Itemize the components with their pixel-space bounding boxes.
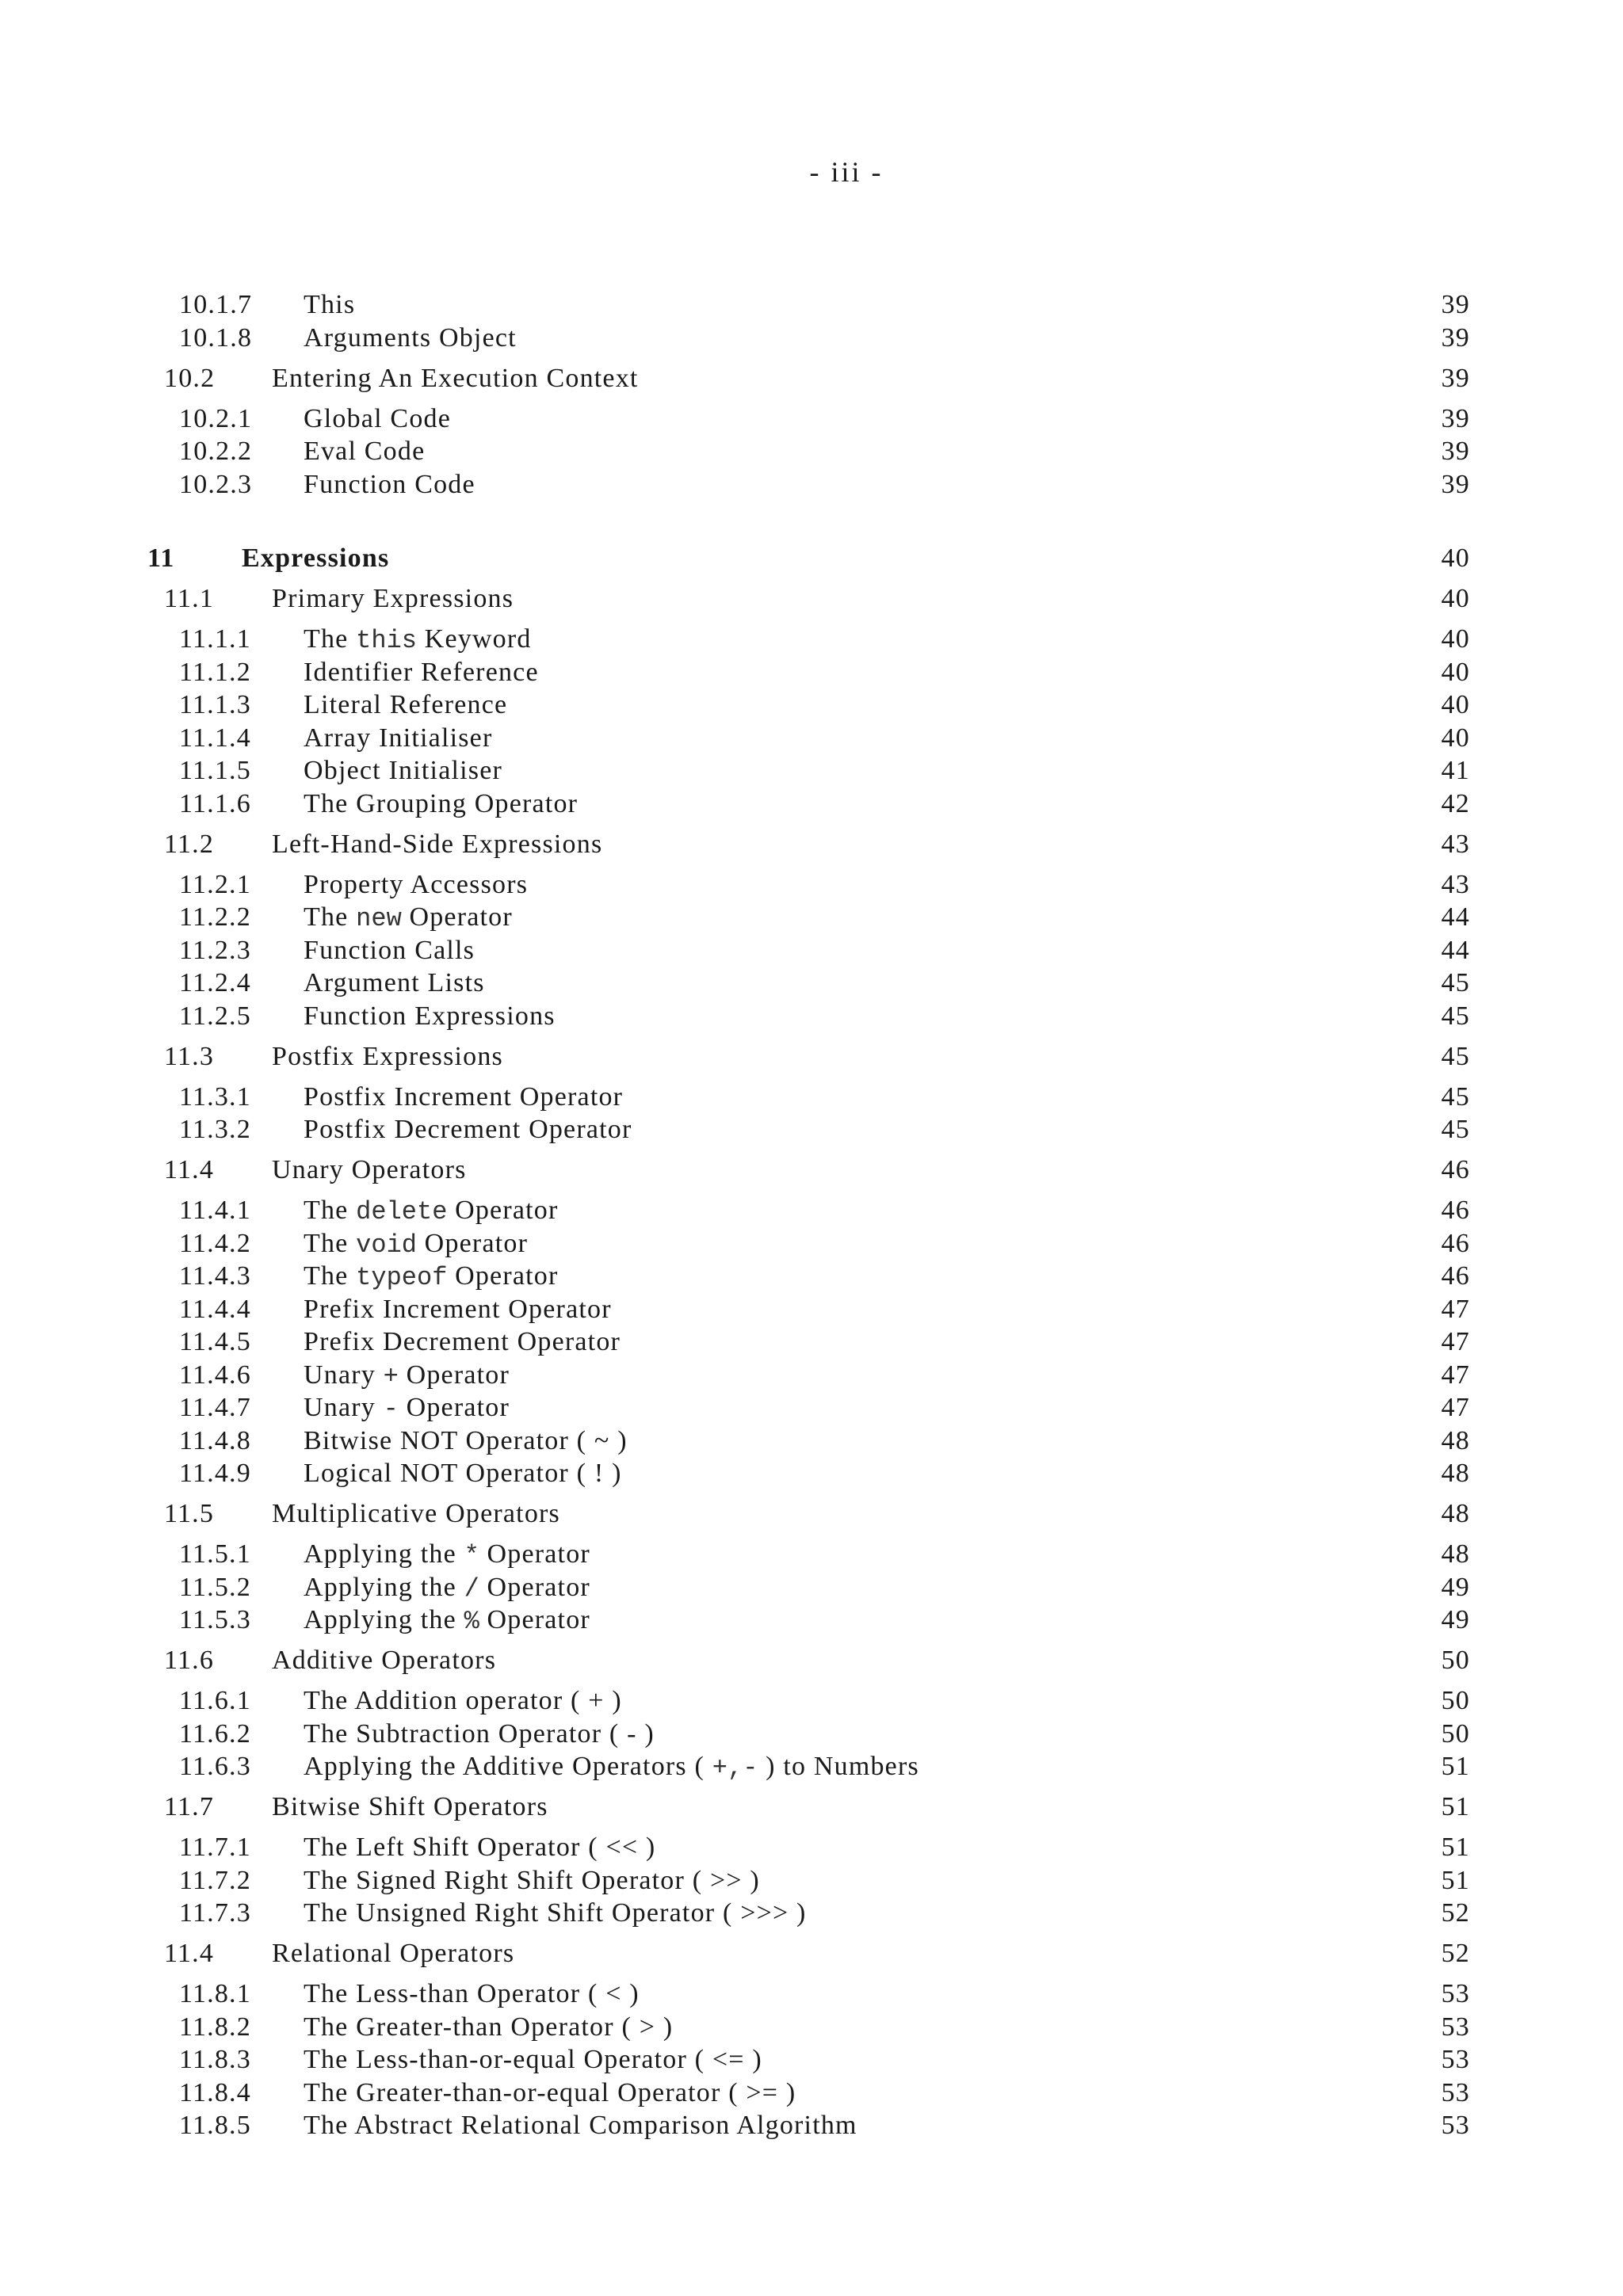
toc-entry-page: 53 xyxy=(1441,2012,1470,2042)
toc-entry-page: 46 xyxy=(1441,1229,1470,1258)
toc-entry-title xyxy=(304,322,517,355)
toc-entry[interactable] xyxy=(0,1684,1623,1718)
toc-entry-title xyxy=(272,828,602,861)
toc-entry-title-code: - xyxy=(383,1394,399,1424)
toc-entry-title-text: Operator xyxy=(479,1605,590,1634)
toc-entry-title-text: The xyxy=(304,624,357,654)
toc-entry-title xyxy=(272,1937,514,1970)
toc-entry[interactable] xyxy=(0,582,1623,616)
toc-entry-page: 45 xyxy=(1441,1001,1470,1031)
toc-entry[interactable] xyxy=(0,1864,1623,1897)
toc-entry-number: 11.4.7 xyxy=(179,1393,251,1422)
toc-entry-title xyxy=(304,934,475,967)
toc-entry-page: 43 xyxy=(1441,870,1470,899)
page-number: - iii - xyxy=(809,156,884,188)
toc-entry[interactable] xyxy=(0,828,1623,861)
toc-entry-title-text: Postfix Decrement Operator xyxy=(304,1115,632,1144)
toc-entry-page: 44 xyxy=(1441,902,1470,932)
toc-entry-number: 11.6.3 xyxy=(179,1752,251,1781)
toc-entry-title xyxy=(304,1227,528,1262)
toc-entry-title xyxy=(304,1194,559,1229)
toc-entry-number: 11 xyxy=(147,543,175,573)
toc-entry-title-text: Function Expressions xyxy=(304,1001,556,1031)
toc-entry-page: 48 xyxy=(1441,1426,1470,1455)
toc-entry[interactable] xyxy=(0,2109,1623,2142)
toc-entry-title xyxy=(304,1684,622,1718)
toc-entry-number: 11.1 xyxy=(164,584,215,613)
toc-entry-title xyxy=(304,1457,622,1490)
toc-entry[interactable] xyxy=(0,542,1623,575)
toc-entry[interactable] xyxy=(0,623,1623,656)
toc-entry-title xyxy=(272,1791,548,1824)
toc-entry-page: 46 xyxy=(1441,1261,1470,1291)
toc-entry-title-text: Primary Expressions xyxy=(272,584,514,613)
toc-entry-title-text: The Subtraction Operator ( - ) xyxy=(304,1719,655,1749)
toc-entry-title-text: Prefix Increment Operator xyxy=(304,1295,612,1324)
toc-entry-page: 45 xyxy=(1441,1082,1470,1112)
toc-entry-page: 52 xyxy=(1441,1939,1470,1968)
toc-entry-title xyxy=(272,362,639,395)
toc-entry-title xyxy=(304,1391,510,1426)
toc-entry-title xyxy=(304,1978,640,2011)
toc-entry-title xyxy=(304,1113,632,1146)
toc-entry-number: 11.5.2 xyxy=(179,1573,251,1602)
toc-entry-title-text: Unary xyxy=(304,1360,384,1390)
toc-entry-number: 11.4.2 xyxy=(179,1229,251,1258)
toc-entry-number: 11.2.4 xyxy=(179,968,251,997)
toc-entry-number: 11.1.2 xyxy=(179,658,251,687)
toc-entry[interactable] xyxy=(0,1791,1623,1824)
toc-entry-number: 11.4 xyxy=(164,1155,215,1184)
toc-entry-page: 41 xyxy=(1441,756,1470,785)
toc-entry-title-text: Unary Operators xyxy=(272,1155,467,1184)
toc-entry-page: 50 xyxy=(1441,1646,1470,1675)
toc-entry[interactable] xyxy=(0,868,1623,902)
toc-entry-page: 51 xyxy=(1441,1833,1470,1862)
toc-entry-title-code: void xyxy=(356,1230,417,1260)
toc-entry-title xyxy=(304,788,578,821)
toc-entry-page: 43 xyxy=(1441,830,1470,859)
toc-entry-title-text: Entering An Execution Context xyxy=(272,364,639,393)
toc-entry-title-text: The Grouping Operator xyxy=(304,789,579,818)
toc-entry-number: 10.1.7 xyxy=(179,290,253,319)
toc-entry[interactable] xyxy=(0,1457,1623,1490)
toc-entry[interactable] xyxy=(0,1040,1623,1074)
toc-entry-title-text: The xyxy=(304,1196,357,1225)
toc-entry-page: 51 xyxy=(1441,1792,1470,1821)
toc-entry-title-code: +,- xyxy=(712,1753,758,1783)
toc-entry-title xyxy=(304,623,532,658)
toc-entry-title xyxy=(304,2011,673,2044)
toc-entry-title-text: Keyword xyxy=(416,624,532,654)
toc-entry-number: 11.3.2 xyxy=(179,1115,251,1144)
toc-entry[interactable] xyxy=(0,1081,1623,1114)
toc-entry[interactable] xyxy=(0,1644,1623,1677)
toc-entry-title-text: Operator xyxy=(398,1360,510,1390)
toc-entry[interactable] xyxy=(0,1194,1623,1227)
toc-entry-title-text: Multiplicative Operators xyxy=(272,1499,560,1528)
toc-entry-page: 49 xyxy=(1441,1605,1470,1634)
toc-entry-title-text: Operator xyxy=(401,902,513,932)
toc-entry[interactable] xyxy=(0,1000,1623,1033)
toc-entry-title xyxy=(304,1750,919,1785)
toc-entry-number: 11.8.3 xyxy=(179,2045,251,2074)
toc-entry-title-text: Global Code xyxy=(304,404,452,433)
toc-entry-number: 11.1.6 xyxy=(179,789,251,818)
toc-entry-title-text: The Unsigned Right Shift Operator ( >>> ) xyxy=(304,1898,807,1928)
toc-entry-page: 39 xyxy=(1441,323,1470,353)
toc-entry-page: 42 xyxy=(1441,789,1470,818)
toc-entry[interactable] xyxy=(0,362,1623,395)
toc-entry[interactable] xyxy=(0,754,1623,788)
toc-entry[interactable] xyxy=(0,2077,1623,2110)
toc-entry-page: 47 xyxy=(1441,1393,1470,1422)
toc-entry-title-text: Expressions xyxy=(242,543,390,573)
toc-entry-page: 50 xyxy=(1441,1686,1470,1715)
toc-entry-title-text: This xyxy=(304,290,356,319)
toc-entry-number: 11.4.6 xyxy=(179,1360,251,1390)
toc-entry-title xyxy=(304,901,513,936)
toc-entry-page: 39 xyxy=(1441,290,1470,319)
toc-entry-title-text: Bitwise NOT Operator ( ~ ) xyxy=(304,1426,628,1455)
toc-entry-title xyxy=(272,1040,503,1074)
toc-entry-title-text: Operator xyxy=(416,1229,529,1258)
toc-entry-title-text: Operator xyxy=(398,1393,510,1422)
toc-entry-number: 11.8.4 xyxy=(179,2078,251,2107)
toc-entry-title xyxy=(304,1260,559,1295)
toc-entry-title-text: Arguments Object xyxy=(304,323,517,353)
toc-entry-title-text: Eval Code xyxy=(304,437,426,466)
toc-entry-page: 39 xyxy=(1441,437,1470,466)
toc-entry-page: 50 xyxy=(1441,1719,1470,1749)
toc-entry-number: 11.3 xyxy=(164,1042,215,1071)
toc-entry[interactable] xyxy=(0,2011,1623,2044)
toc-entry-number: 11.8.5 xyxy=(179,2111,251,2140)
toc-entry-number: 11.2.5 xyxy=(179,1001,251,1031)
toc-entry-number: 11.4.5 xyxy=(179,1327,251,1356)
toc-entry-title xyxy=(304,1864,760,1897)
toc-entry-title xyxy=(304,435,425,468)
toc-entry-title-text: Postfix Increment Operator xyxy=(304,1082,624,1112)
toc-entry-title-text: Relational Operators xyxy=(272,1939,515,1968)
toc-entry-page: 40 xyxy=(1441,690,1470,719)
toc-entry-number: 11.1.5 xyxy=(179,756,251,785)
toc-entry-page: 47 xyxy=(1441,1295,1470,1324)
toc-entry[interactable] xyxy=(0,1425,1623,1458)
toc-entry-title-code: typeof xyxy=(356,1263,448,1292)
toc-entry-title-text: The xyxy=(304,1261,357,1291)
toc-entry[interactable] xyxy=(0,722,1623,755)
toc-entry-title-text: Property Accessors xyxy=(304,870,529,899)
toc-entry-title-text: Applying the xyxy=(304,1573,464,1602)
toc-entry-title xyxy=(304,1359,510,1394)
toc-entry-title-text: Additive Operators xyxy=(272,1646,497,1675)
toc-entry-title xyxy=(272,1497,560,1531)
toc-entry-number: 10.2 xyxy=(164,364,216,393)
toc-entry[interactable] xyxy=(0,688,1623,722)
toc-entry-title-text: Function Calls xyxy=(304,936,475,965)
toc-entry-page: 46 xyxy=(1441,1155,1470,1184)
toc-entry-title xyxy=(304,1081,623,1114)
toc-entry-title-text: Operator xyxy=(447,1261,559,1291)
toc-entry-number: 11.4 xyxy=(164,1939,215,1968)
toc-entry[interactable] xyxy=(0,1227,1623,1261)
toc-entry-title-text: Postfix Expressions xyxy=(272,1042,503,1071)
toc-entry-number: 11.4.4 xyxy=(179,1295,251,1324)
toc-entry-title xyxy=(272,1154,467,1187)
toc-entry-number: 10.2.2 xyxy=(179,437,253,466)
toc-entry-title-text: Unary xyxy=(304,1393,384,1422)
toc-entry-number: 11.4.1 xyxy=(179,1196,251,1225)
toc-entry-number: 11.5.3 xyxy=(179,1605,251,1634)
toc-entry-title-text: ) to Numbers xyxy=(758,1752,919,1781)
toc-entry-title-code: / xyxy=(464,1574,479,1604)
toc-entry-title xyxy=(304,1325,621,1359)
toc-entry-number: 10.2.3 xyxy=(179,470,253,499)
toc-entry[interactable] xyxy=(0,1113,1623,1146)
toc-entry-page: 48 xyxy=(1441,1539,1470,1569)
toc-entry-title xyxy=(304,2043,762,2077)
toc-entry-title-text: The Greater-than Operator ( > ) xyxy=(304,2012,674,2042)
toc-entry-page: 52 xyxy=(1441,1898,1470,1928)
toc-entry-number: 11.2.3 xyxy=(179,936,251,965)
toc-entry-title-text: Function Code xyxy=(304,470,475,499)
toc-entry-number: 11.2 xyxy=(164,830,215,859)
toc-entry-title-code: * xyxy=(464,1541,479,1570)
toc-entry-title xyxy=(304,1897,807,1930)
toc-entry-page: 39 xyxy=(1441,470,1470,499)
toc-entry-title-text: Argument Lists xyxy=(304,968,485,997)
toc-entry-number: 11.3.1 xyxy=(179,1082,251,1112)
toc-entry-number: 11.2.1 xyxy=(179,870,251,899)
toc-entry[interactable] xyxy=(0,402,1623,436)
toc-entry-page: 53 xyxy=(1441,1979,1470,2008)
toc-entry-title xyxy=(304,1718,655,1751)
toc-entry[interactable] xyxy=(0,901,1623,934)
toc-entry-title-text: Applying the xyxy=(304,1539,464,1569)
toc-entry[interactable] xyxy=(0,1604,1623,1637)
toc-entry-number: 11.1.3 xyxy=(179,690,251,719)
toc-entry-title-text: Prefix Decrement Operator xyxy=(304,1327,621,1356)
toc-entry-title-text: The Less-than Operator ( < ) xyxy=(304,1979,640,2008)
toc-entry-page: 49 xyxy=(1441,1573,1470,1602)
toc-entry-title xyxy=(304,1425,628,1458)
toc-entry-number: 11.1.1 xyxy=(179,624,251,654)
toc-entry[interactable] xyxy=(0,1359,1623,1392)
toc-entry-page: 44 xyxy=(1441,936,1470,965)
toc-entry-page: 39 xyxy=(1441,364,1470,393)
toc-entry[interactable] xyxy=(0,1897,1623,1930)
toc-entry-title-text: The Left Shift Operator ( << ) xyxy=(304,1833,656,1862)
toc-entry-page: 45 xyxy=(1441,1042,1470,1071)
toc-entry-number: 11.7.3 xyxy=(179,1898,251,1928)
toc-entry-title xyxy=(304,722,492,755)
toc-entry[interactable] xyxy=(0,288,1623,322)
toc-entry[interactable] xyxy=(0,468,1623,502)
toc-entry-number: 11.7.1 xyxy=(179,1833,251,1862)
toc-entry-title-text: Literal Reference xyxy=(304,690,508,719)
toc-entry-page: 53 xyxy=(1441,2111,1470,2140)
toc-entry-title-code: % xyxy=(464,1607,479,1636)
toc-entry-page: 51 xyxy=(1441,1866,1470,1895)
toc-entry[interactable] xyxy=(0,1978,1623,2011)
toc-entry-title-text: Object Initialiser xyxy=(304,756,503,785)
toc-entry-number: 11.2.2 xyxy=(179,902,251,932)
toc-entry-page: 48 xyxy=(1441,1499,1470,1528)
toc-entry-number: 11.6 xyxy=(164,1646,215,1675)
toc-entry-number: 10.2.1 xyxy=(179,404,253,433)
toc-entry-title xyxy=(304,402,451,436)
toc-entry-title-text: Array Initialiser xyxy=(304,723,493,753)
toc-entry-title xyxy=(272,582,514,616)
toc-entry-title xyxy=(304,1571,590,1606)
toc-entry-title-code: delete xyxy=(356,1197,448,1226)
toc-entry-number: 11.7 xyxy=(164,1792,215,1821)
toc-entry-title xyxy=(272,1644,496,1677)
toc-entry[interactable] xyxy=(0,1154,1623,1187)
toc-entry-number: 11.6.1 xyxy=(179,1686,251,1715)
toc-entry[interactable] xyxy=(0,1260,1623,1293)
toc-entry-number: 11.8.1 xyxy=(179,1979,251,2008)
toc-entry[interactable] xyxy=(0,934,1623,967)
toc-entry[interactable] xyxy=(0,1718,1623,1751)
toc-entry-title xyxy=(304,868,528,902)
toc-entry-title xyxy=(304,2077,796,2110)
toc-entry-number: 11.1.4 xyxy=(179,723,251,753)
toc-entry-title-text: The Addition operator ( + ) xyxy=(304,1686,622,1715)
toc-entry-page: 51 xyxy=(1441,1752,1470,1781)
toc-entry-page: 46 xyxy=(1441,1196,1470,1225)
toc-entry-page: 48 xyxy=(1441,1459,1470,1488)
toc-entry-page: 47 xyxy=(1441,1327,1470,1356)
toc-entry-page: 40 xyxy=(1441,658,1470,687)
toc-entry-page: 53 xyxy=(1441,2078,1470,2107)
toc-entry-title xyxy=(304,1831,655,1864)
toc-entry-page: 47 xyxy=(1441,1360,1470,1390)
toc-entry-title xyxy=(304,1604,590,1638)
toc-entry-page: 40 xyxy=(1441,723,1470,753)
toc-entry-title-text: Applying the Additive Operators ( xyxy=(304,1752,712,1781)
toc-entry[interactable] xyxy=(0,1538,1623,1571)
toc-entry-title xyxy=(304,1293,612,1326)
toc-entry-title-code: + xyxy=(383,1362,399,1391)
toc-entry-title-text: Left-Hand-Side Expressions xyxy=(272,830,603,859)
toc-entry-page: 40 xyxy=(1441,624,1470,654)
toc-entry-title-text: Logical NOT Operator ( ! ) xyxy=(304,1459,622,1488)
toc-entry-page: 53 xyxy=(1441,2045,1470,2074)
toc-entry-title-text: The xyxy=(304,1229,357,1258)
toc-entry-title-text: Applying the xyxy=(304,1605,464,1634)
toc-entry-title-code: new xyxy=(356,904,402,933)
toc-entry-title-text: The Less-than-or-equal Operator ( <= ) xyxy=(304,2045,762,2074)
toc-entry[interactable] xyxy=(0,1571,1623,1604)
toc-entry[interactable] xyxy=(0,967,1623,1000)
toc-entry-title xyxy=(304,1538,590,1573)
toc-entry-title xyxy=(304,468,475,502)
toc-entry[interactable] xyxy=(0,1325,1623,1359)
toc-entry[interactable] xyxy=(0,1831,1623,1864)
toc-entry[interactable] xyxy=(0,656,1623,689)
toc-entry[interactable] xyxy=(0,1937,1623,1970)
toc-entry-title-text: Operator xyxy=(447,1196,559,1225)
toc-entry-title-text: Identifier Reference xyxy=(304,658,539,687)
toc-entry-title-text: The Signed Right Shift Operator ( >> ) xyxy=(304,1866,760,1895)
toc-entry[interactable] xyxy=(0,2043,1623,2077)
toc-entry[interactable] xyxy=(0,435,1623,468)
toc-entry-title xyxy=(242,542,389,575)
toc-entry-page: 45 xyxy=(1441,1115,1470,1144)
toc-entry-title-text: Operator xyxy=(479,1573,590,1602)
toc-entry[interactable] xyxy=(0,788,1623,821)
toc-entry-title-text: The Greater-than-or-equal Operator ( >= ) xyxy=(304,2078,796,2107)
toc-entry-title-text: Bitwise Shift Operators xyxy=(272,1792,548,1821)
toc-entry[interactable] xyxy=(0,1750,1623,1783)
toc-entry-number: 10.1.8 xyxy=(179,323,253,353)
toc-entry-number: 11.5 xyxy=(164,1499,215,1528)
toc-entry[interactable] xyxy=(0,1293,1623,1326)
toc-entry-title xyxy=(304,967,485,1000)
toc-entry[interactable] xyxy=(0,1391,1623,1425)
toc-entry-number: 11.6.2 xyxy=(179,1719,251,1749)
toc-entry-number: 11.5.1 xyxy=(179,1539,251,1569)
toc-entry-page: 40 xyxy=(1441,543,1470,573)
toc-entry-title-text: Operator xyxy=(479,1539,590,1569)
toc-entry-page: 45 xyxy=(1441,968,1470,997)
toc-entry-title xyxy=(304,1000,556,1033)
toc-entry-title xyxy=(304,656,539,689)
toc-entry-title xyxy=(304,288,355,322)
toc-entry-title-text: The xyxy=(304,902,357,932)
toc-entry-page: 40 xyxy=(1441,584,1470,613)
toc-entry-title xyxy=(304,754,502,788)
toc-entry-number: 11.7.2 xyxy=(179,1866,251,1895)
toc-entry-title xyxy=(304,2109,857,2142)
toc-entry-number: 11.4.8 xyxy=(179,1426,251,1455)
toc-entry-title-text: The Abstract Relational Comparison Algorithm xyxy=(304,2111,857,2140)
toc-entry-title xyxy=(304,688,507,722)
toc-entry[interactable] xyxy=(0,1497,1623,1531)
toc-entry-number: 11.4.3 xyxy=(179,1261,251,1291)
toc-entry-title-code: this xyxy=(356,626,417,655)
toc-entry-number: 11.4.9 xyxy=(179,1459,251,1488)
toc-entry-page: 39 xyxy=(1441,404,1470,433)
toc-entry-number: 11.8.2 xyxy=(179,2012,251,2042)
toc-entry[interactable] xyxy=(0,322,1623,355)
